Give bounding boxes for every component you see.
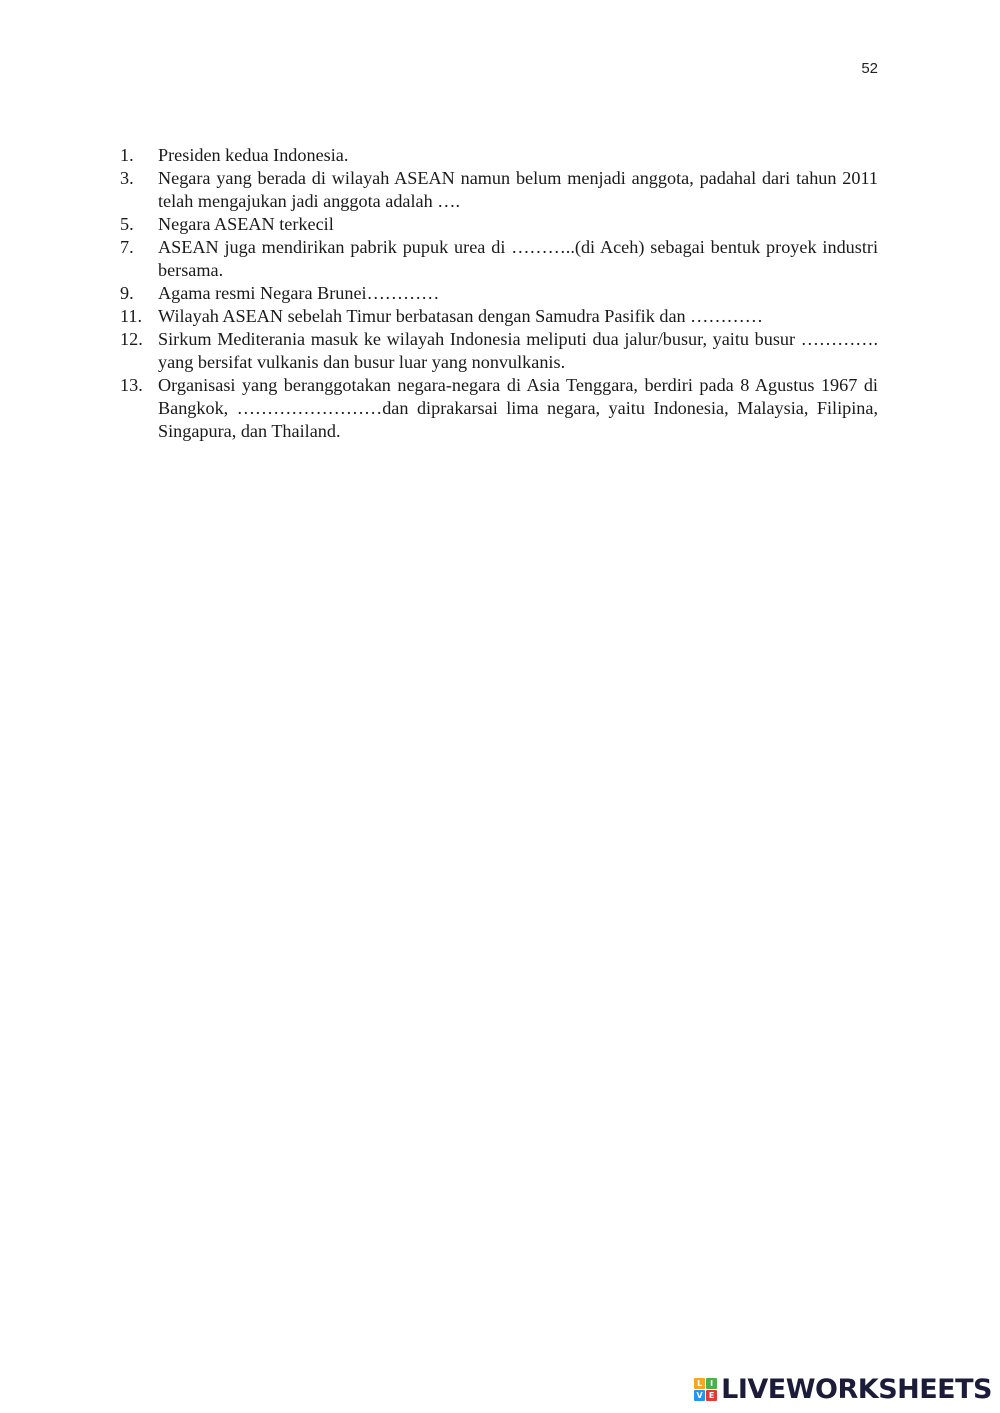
question-text: ASEAN juga mendirikan pabrik pupuk urea di ………..(di Aceh) sebagai bentuk proyek industri bersama. bbox=[158, 237, 878, 280]
page-number: 52 bbox=[861, 60, 878, 77]
liveworksheets-logo-icon bbox=[694, 1378, 717, 1401]
question-text: Negara yang berada di wilayah ASEAN namun belum menjadi anggota, padahal dari tahun 2011 telah mengajukan jadi anggota adalah …. bbox=[158, 168, 878, 211]
question-text: Presiden kedua Indonesia. bbox=[158, 145, 349, 165]
list-item bbox=[120, 328, 878, 374]
question-number: 3. bbox=[120, 168, 134, 188]
list-item bbox=[120, 305, 878, 328]
list-item bbox=[120, 236, 878, 282]
question-number: 1. bbox=[120, 145, 134, 165]
list-item bbox=[120, 213, 878, 236]
logo-letter: E bbox=[706, 1390, 717, 1401]
question-number: 7. bbox=[120, 237, 134, 257]
question-text: Wilayah ASEAN sebelah Timur berbatasan dengan Samudra Pasifik dan ………… bbox=[158, 306, 763, 326]
question-number: 12. bbox=[120, 329, 143, 349]
list-item bbox=[120, 144, 878, 167]
list-item bbox=[120, 282, 878, 305]
watermark-text: LIVEWORKSHEETS bbox=[721, 1374, 992, 1405]
question-text: Sirkum Mediterania masuk ke wilayah Indonesia meliputi dua jalur/busur, yaitu busur …………. yang bersifat vulkanis dan busur luar yang nonvulkanis. bbox=[158, 329, 878, 372]
question-number: 11. bbox=[120, 306, 143, 326]
list-item bbox=[120, 374, 878, 443]
question-number: 13. bbox=[120, 375, 143, 395]
question-text: Agama resmi Negara Brunei………… bbox=[158, 283, 440, 303]
question-list bbox=[120, 144, 878, 443]
question-text: Organisasi yang beranggotakan negara-negara di Asia Tenggara, berdiri pada 8 Agustus 1967 di Bangkok, ……………………dan diprakarsai lima negara, yaitu Indonesia, Malaysia, Filipina, Singapura, dan Thailand. bbox=[158, 375, 878, 441]
question-number: 9. bbox=[120, 283, 134, 303]
question-number: 5. bbox=[120, 214, 134, 234]
list-item bbox=[120, 167, 878, 213]
logo-letter: V bbox=[694, 1390, 705, 1401]
logo-letter: I bbox=[706, 1378, 717, 1389]
question-text: Negara ASEAN terkecil bbox=[158, 214, 334, 234]
logo-letter: L bbox=[694, 1378, 705, 1389]
liveworksheets-watermark bbox=[694, 1374, 992, 1405]
